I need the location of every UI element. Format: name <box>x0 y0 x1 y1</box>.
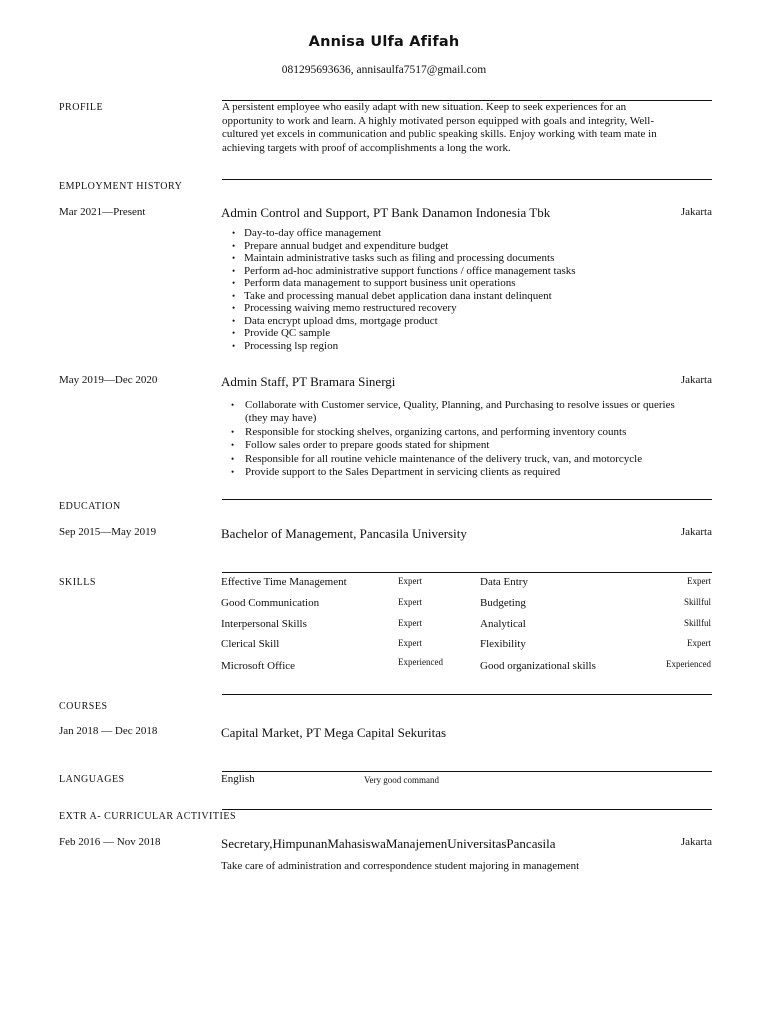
section-divider <box>222 694 712 695</box>
section-divider <box>222 179 712 180</box>
skill-name: Budgeting <box>480 597 526 609</box>
list-item: • Perform data management to support business unit operations <box>244 277 664 290</box>
skill-level: Skillful <box>683 618 711 628</box>
skill-name: Microsoft Office <box>221 660 296 672</box>
list-item: • Perform ad-hoc administrative support functions / office management tasks <box>244 265 664 278</box>
list-item: • Day-to-day office management <box>244 227 664 240</box>
list-item: • Provide QC sample <box>244 327 664 340</box>
list-item: • Processing lsp region <box>244 340 664 353</box>
section-heading-employment: EMPLOYMENT HISTORY <box>59 181 183 192</box>
job-duties-list <box>244 227 664 352</box>
job-dates: May 2019—Dec 2020 <box>59 374 158 386</box>
list-item: • Maintain administrative tasks such as filing and processing documents <box>244 252 664 265</box>
job-dates: Mar 2021—Present <box>59 206 146 218</box>
profile-summary <box>222 101 692 155</box>
skill-level: Experienced <box>666 659 711 669</box>
section-heading-courses: COURSES <box>59 701 108 712</box>
course-dates: Jan 2018 — Dec 2018 <box>59 725 158 737</box>
activity-description: Take care of administration and correspondence student majoring in management <box>221 860 580 872</box>
list-item: • Responsible for stocking shelves, organizing cartons, and performing inventory counts <box>245 426 675 439</box>
activity-title: Secretary,HimpunanMahasiswaManajemenUniversitasPancasila <box>221 836 556 851</box>
section-divider <box>222 809 712 810</box>
activity-city: Jakarta <box>680 836 712 848</box>
language-name: English <box>221 773 255 785</box>
profile-line: cultured yet excels in communication and public speaking skills. Enjoy working with team mate in <box>222 128 657 140</box>
skill-level: Expert <box>398 597 422 607</box>
list-item: • Provide support to the Sales Department in servicing clients as required <box>245 466 675 479</box>
section-divider <box>222 499 712 500</box>
profile-line: opportunity to work and learn. A highly motivated person equipped with goals and integrity, Well- <box>222 114 655 127</box>
skill-name: Analytical <box>480 618 526 630</box>
activity-dates: Feb 2016 — Nov 2018 <box>59 836 161 848</box>
profile-line: A persistent employee who easily adapt with new situation. Keep to seek experiences for an <box>222 101 627 113</box>
education-title: Bachelor of Management, Pancasila University <box>221 526 467 541</box>
job-title: Admin Control and Support, PT Bank Danamon Indonesia Tbk <box>221 205 551 220</box>
list-item: • Processing waiving memo restructured recovery <box>244 302 664 315</box>
skill-name: Effective Time Management <box>221 576 347 588</box>
job-title: Admin Staff, PT Bramara Sinergi <box>221 374 396 389</box>
section-heading-extracurricular: EXTR A- CURRICULAR ACTIVITIES <box>59 811 236 822</box>
list-item: • Data encrypt upload dms, mortgage product <box>244 315 664 328</box>
skill-name: Clerical Skill <box>221 638 280 650</box>
skill-level: Expert <box>398 638 422 648</box>
section-heading-languages: LANGUAGES <box>59 774 125 785</box>
section-heading-skills: SKILLS <box>59 577 96 588</box>
education-city: Jakarta <box>680 526 712 538</box>
skill-name: Flexibility <box>480 638 526 650</box>
contact-info: 081295693636, annisaulfa7517@gmail.com <box>281 64 487 76</box>
job-duties-list <box>245 399 675 479</box>
section-divider <box>222 771 712 772</box>
skill-level: Skillful <box>683 597 711 607</box>
skill-level: Expert <box>398 618 422 628</box>
skill-name: Good organizational skills <box>480 660 596 672</box>
course-title: Capital Market, PT Mega Capital Sekuritas <box>221 725 447 740</box>
list-item: • Responsible for all routine vehicle maintenance of the delivery truck, van, and motorcycle <box>245 453 675 466</box>
skill-level: Expert <box>398 576 422 586</box>
language-level: Very good command <box>364 775 439 785</box>
list-item: • Collaborate with Customer service, Quality, Planning, and Purchasing to resolve issues or queries (they may have) <box>245 399 675 426</box>
education-dates: Sep 2015—May 2019 <box>59 526 157 538</box>
resume-name: Annisa Ulfa Afifah <box>308 34 460 50</box>
skill-level: Experienced <box>398 657 443 667</box>
skill-name: Good Communication <box>221 597 320 609</box>
job-city: Jakarta <box>680 374 712 386</box>
skill-name: Data Entry <box>480 576 528 588</box>
list-item: • Prepare annual budget and expenditure budget <box>244 240 664 253</box>
profile-line: achieving targets with proof of accomplishments a long the work. <box>222 141 511 154</box>
skill-level: Expert <box>687 576 711 586</box>
section-heading-education: EDUCATION <box>59 501 121 512</box>
skill-name: Interpersonal Skills <box>221 618 307 630</box>
list-item: • Take and processing manual debet application dana instant delinquent <box>244 290 664 303</box>
section-heading-profile: PROFILE <box>59 102 104 113</box>
list-item: • Follow sales order to prepare goods stated for shipment <box>245 439 675 452</box>
job-city: Jakarta <box>680 206 712 218</box>
skill-level: Expert <box>687 638 711 648</box>
section-divider <box>222 572 712 573</box>
